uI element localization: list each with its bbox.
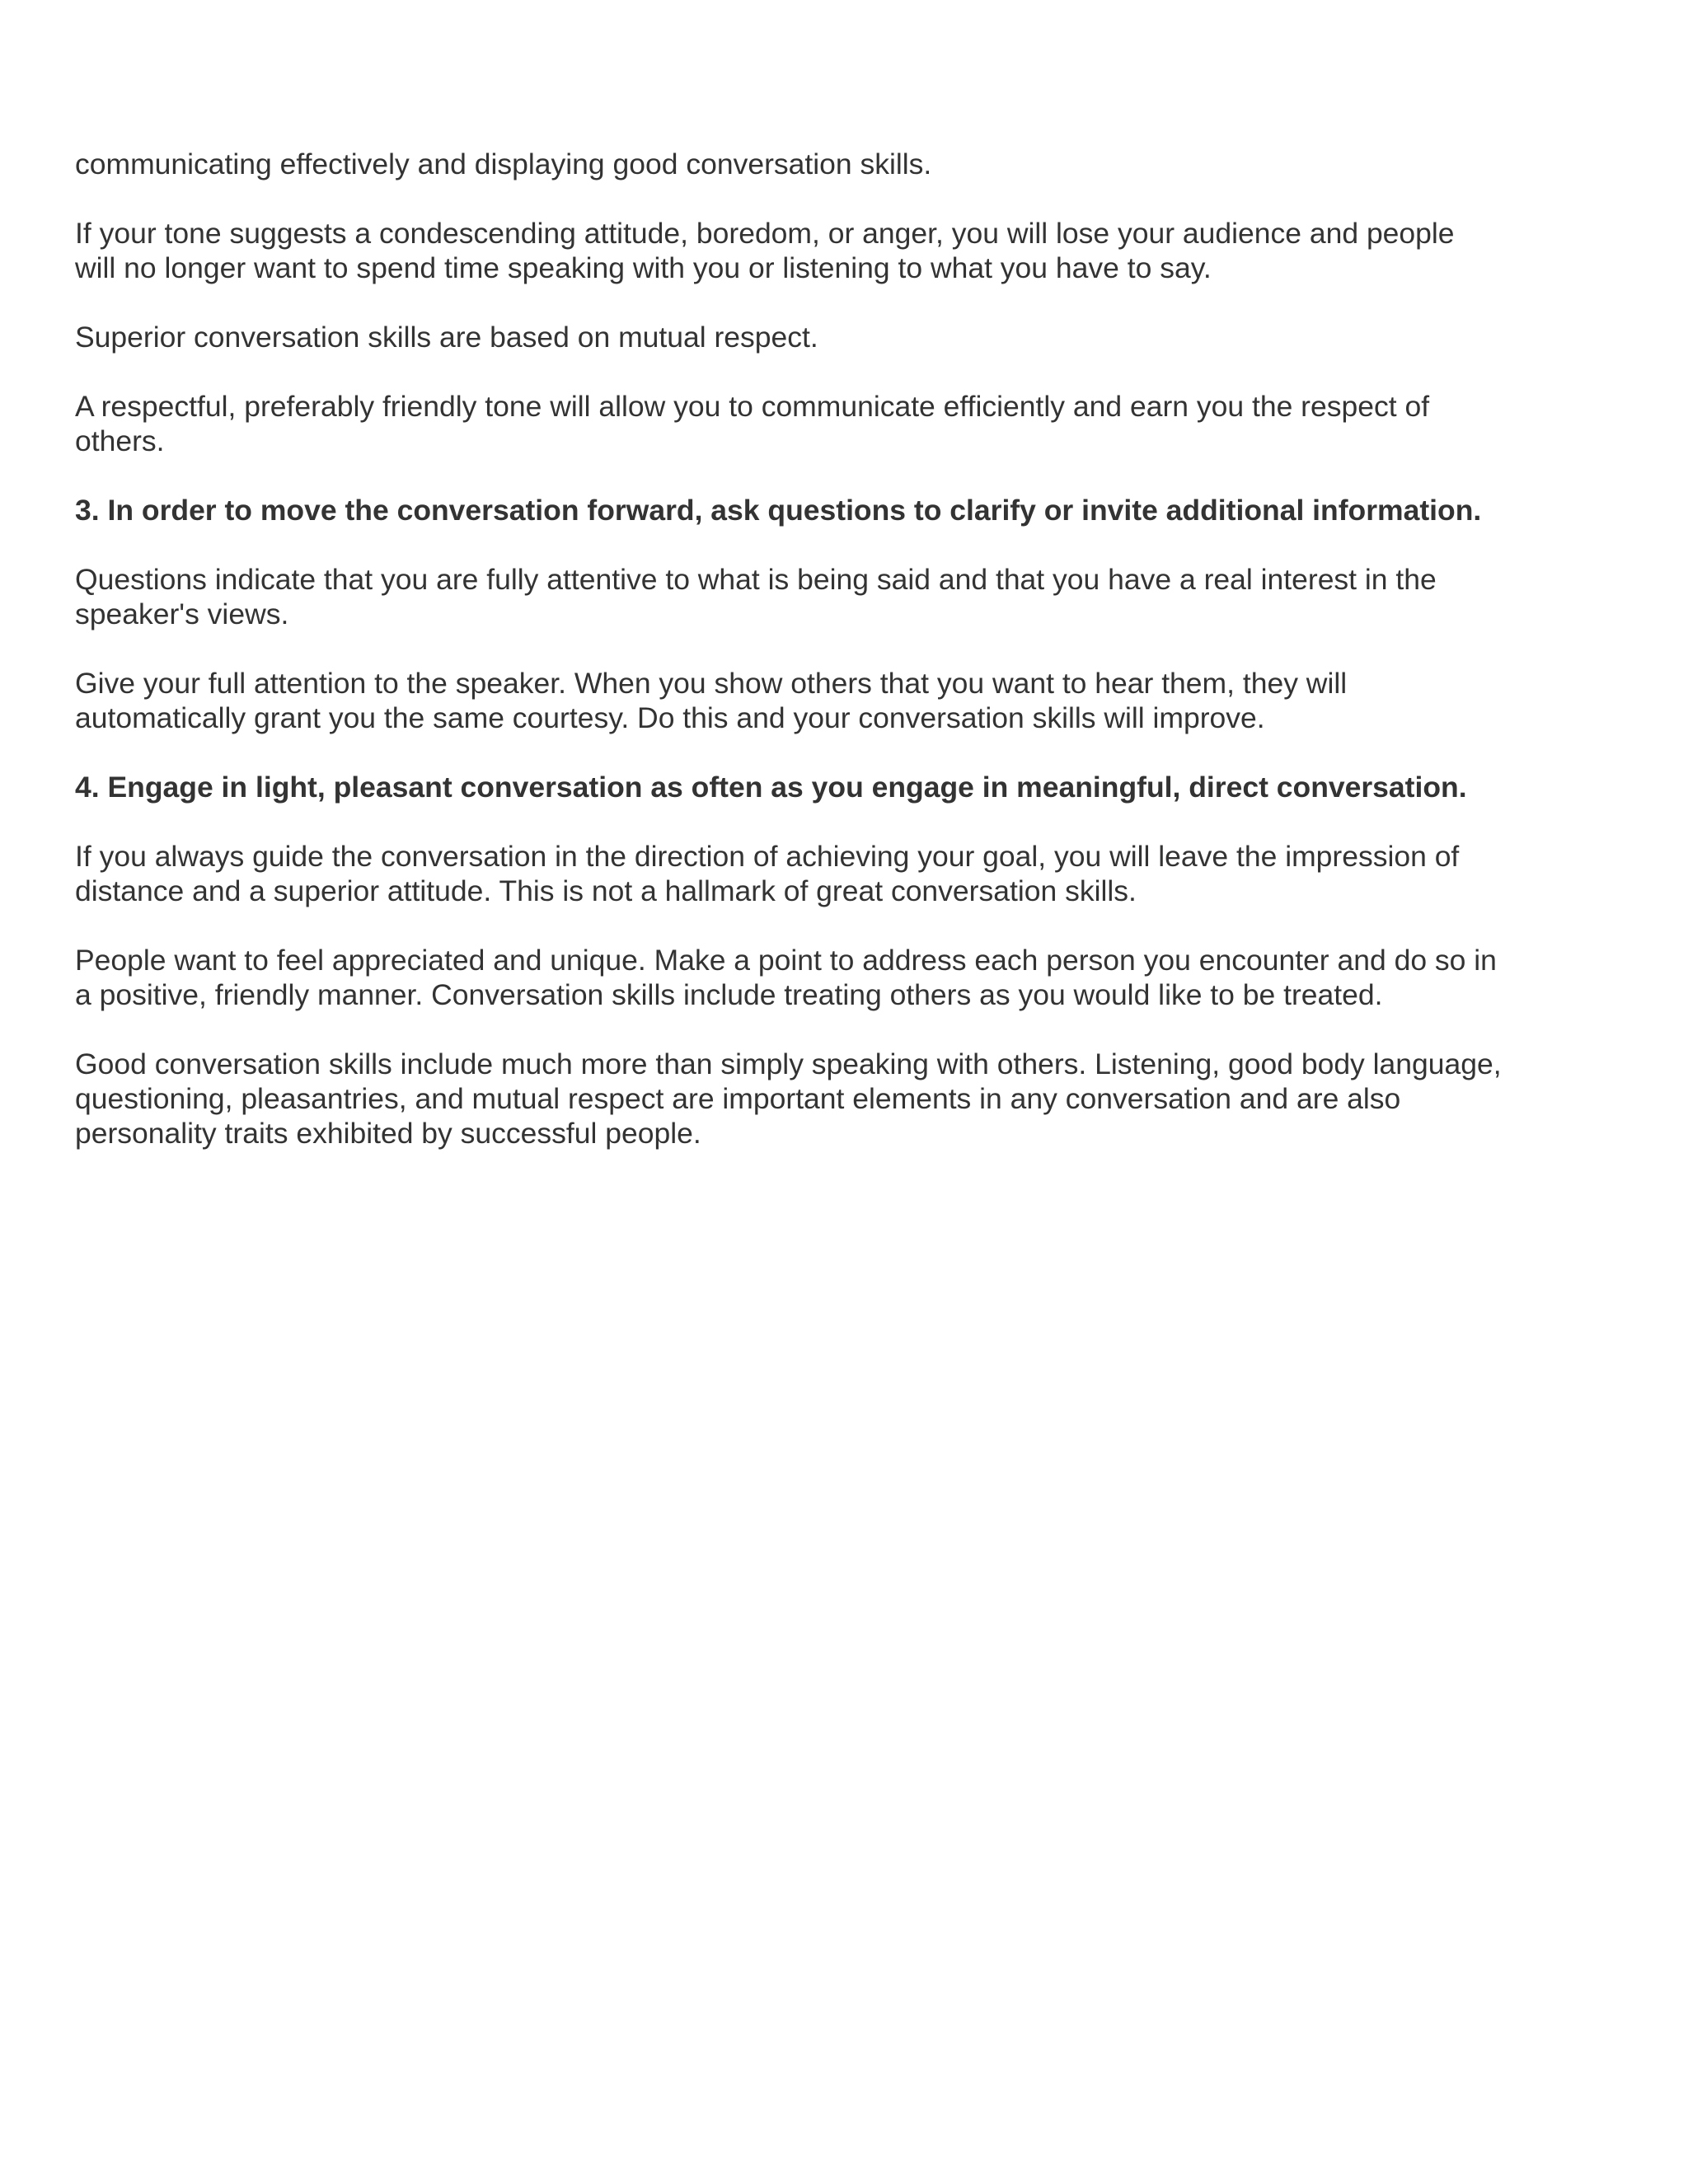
paragraph-mutual-respect: Superior conversation skills are based on mutual respect. [75,321,818,354]
paragraph-questions: Questions indicate that you are fully attentive to what is being said and that you have a real interest in the speaker's views. [75,563,1437,630]
paragraph-respectful-tone: A respectful, preferably friendly tone will allow you to communicate efficiently and earn you the respect of others. [75,390,1430,457]
paragraph-conclusion: Good conversation skills include much more than simply speaking with others. Listening, good body language, questioning, pleasantries, and mutual respect are important elements in any conversation and are also personality traits exhibited by successful people. [75,1047,1502,1150]
paragraph-appreciated: People want to feel appreciated and unique. Make a point to address each person you encounter and do so in a positive, friendly manner. Conversation skills include treating others as you would like to be treated. [75,944,1497,1011]
paragraph-continuation: communicating effectively and displaying good conversation skills. [75,148,932,180]
paragraph-tone: If your tone suggests a condescending attitude, boredom, or anger, you will lose your audience and people will no longer want to spend time speaking with you or listening to what you have to say. [75,217,1455,284]
heading-point-3: 3. In order to move the conversation forward, ask questions to clarify or invite additional information. [75,494,1482,527]
heading-point-4: 4. Engage in light, pleasant conversation as often as you engage in meaningful, direct conversation. [75,771,1467,804]
document-page [75,147,1600,1185]
paragraph-guide-conversation: If you always guide the conversation in the direction of achieving your goal, you will leave the impression of distance and a superior attitude. This is not a hallmark of great conversation skills. [75,840,1460,907]
paragraph-full-attention: Give your full attention to the speaker. When you show others that you want to hear them, they will automatically grant you the same courtesy. Do this and your conversation skills will improve. [75,667,1348,734]
